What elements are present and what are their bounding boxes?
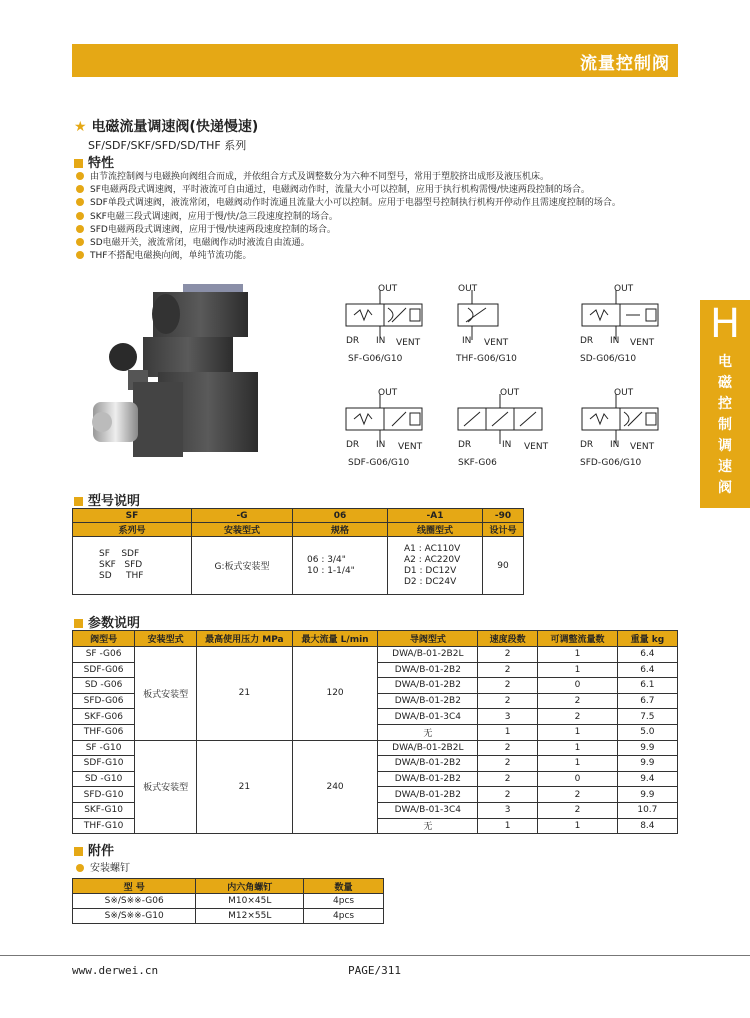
params-cell: SDF-G10 — [73, 756, 135, 772]
params-header: 安装型式 — [135, 631, 197, 647]
symbol-port-label: VENT — [484, 338, 509, 348]
dot-icon — [76, 185, 84, 193]
feature-item: SF电磁两段式调速阀，平时液流可自由通过，电磁阀动作时，流量大小可以控制，应用于执行机构需慢/快速两段控制的场合。 — [76, 184, 696, 197]
params-cell: SDF-G06 — [73, 662, 135, 678]
dot-icon — [76, 225, 84, 233]
side-tab-text: 电磁控制调速阀 — [718, 354, 732, 496]
photo-knob — [109, 343, 137, 371]
params-cell: DWA/B-01-2B2 — [378, 787, 478, 803]
table-row — [73, 740, 678, 756]
dot-icon — [76, 198, 84, 206]
product-title: 电磁流量调速阀(快递慢速) — [91, 119, 259, 135]
feature-item: THF不搭配电磁换向阀，单纯节流功能。 — [76, 250, 696, 263]
params-cell: SD -G06 — [73, 678, 135, 694]
symbol-port-label: DR — [580, 440, 594, 450]
symbol-port-label: IN — [462, 336, 472, 346]
params-header: 最高使用压力 MPa — [197, 631, 293, 647]
symbol-out-label: OUT — [378, 388, 398, 398]
params-cell: DWA/B-01-2B2 — [378, 771, 478, 787]
photo-valve-body — [143, 337, 233, 377]
params-cell: 2 — [478, 693, 538, 709]
symbol-port-label: VENT — [398, 442, 423, 452]
params-table — [72, 630, 678, 834]
params-cell: 7.5 — [617, 709, 677, 725]
side-tab — [700, 300, 750, 508]
series-cell: SF SDF SKF SFD SD THF — [73, 537, 192, 595]
params-cell: 5.0 — [617, 724, 677, 740]
params-cell: 240 — [292, 740, 378, 834]
square-bullet-icon — [74, 497, 83, 506]
photo-plug — [152, 294, 180, 334]
symbol-caption: SF-G06/G10 — [348, 354, 403, 364]
valve-photo — [88, 282, 268, 472]
model-code: -A1 — [388, 509, 483, 523]
params-cell: 2 — [478, 787, 538, 803]
footer-url[interactable]: www.derwei.cn — [72, 964, 159, 977]
params-cell: 10.7 — [617, 802, 677, 818]
params-cell: 2 — [538, 802, 618, 818]
symbol-port-label: DR — [458, 440, 472, 450]
params-header: 重量 kg — [617, 631, 677, 647]
params-cell: SF -G06 — [73, 647, 135, 663]
params-cell: DWA/B-01-2B2L — [378, 647, 478, 663]
photo-adjuster-cap — [92, 412, 112, 432]
accessory-cell: S※/S※※-G10 — [73, 909, 196, 924]
params-cell: 9.9 — [617, 756, 677, 772]
square-bullet-icon — [74, 619, 83, 628]
params-header: 最大流量 L/min — [292, 631, 378, 647]
params-cell: 1 — [538, 740, 618, 756]
symbol-caption: SDF-G06/G10 — [348, 458, 410, 468]
symbol-caption: SFD-G06/G10 — [580, 458, 642, 468]
symbol-port-label: IN — [376, 440, 386, 450]
symbol-caption: SD-G06/G10 — [580, 354, 637, 364]
model-label: 设计号 — [483, 523, 524, 537]
table-row — [73, 909, 384, 924]
params-cell: DWA/B-01-2B2 — [378, 678, 478, 694]
params-cell: 1 — [538, 647, 618, 663]
symbol-out-label: OUT — [614, 388, 634, 398]
header-title: 流量控制阀 — [580, 54, 670, 74]
params-cell: 9.9 — [617, 740, 677, 756]
params-header: 导阀型式 — [378, 631, 478, 647]
params-cell: 8.4 — [617, 818, 677, 834]
star-icon: ★ — [74, 119, 87, 135]
accessory-sub-row — [76, 862, 130, 875]
params-cell: DWA/B-01-3C4 — [378, 709, 478, 725]
model-heading-row — [74, 490, 140, 509]
accessory-cell: M10×45L — [196, 894, 304, 909]
params-header: 可调整流量数 — [538, 631, 618, 647]
params-cell: 2 — [538, 693, 618, 709]
params-cell: DWA/B-01-3C4 — [378, 802, 478, 818]
symbol-grid — [340, 284, 680, 474]
dot-icon — [76, 172, 84, 180]
params-cell: SFD-G10 — [73, 787, 135, 803]
accessory-cell: 4pcs — [304, 909, 384, 924]
symbol-port-label: IN — [502, 440, 512, 450]
model-code: SF — [73, 509, 192, 523]
params-cell: 6.4 — [617, 647, 677, 663]
params-cell: 2 — [478, 771, 538, 787]
symbol-port-label: VENT — [630, 338, 655, 348]
model-code: -90 — [483, 509, 524, 523]
params-cell: 2 — [538, 709, 618, 725]
params-cell: 3 — [478, 802, 538, 818]
symbol-out-label: OUT — [378, 284, 398, 294]
mount-cell: G:板式安装型 — [192, 537, 293, 595]
model-code: 06 — [293, 509, 388, 523]
params-cell: THF-G06 — [73, 724, 135, 740]
params-cell: 0 — [538, 678, 618, 694]
header-bar — [72, 44, 678, 77]
symbol-port-label: DR — [346, 336, 360, 346]
dot-icon — [76, 238, 84, 246]
params-cell: 21 — [197, 647, 293, 741]
params-cell: DWA/B-01-2B2 — [378, 756, 478, 772]
accessory-cell: 4pcs — [304, 894, 384, 909]
symbol-out-label: OUT — [500, 388, 520, 398]
square-bullet-icon — [74, 159, 83, 168]
symbol-port-label: DR — [346, 440, 360, 450]
params-cell: 无 — [378, 818, 478, 834]
params-cell: 1 — [478, 818, 538, 834]
params-cell: 2 — [478, 647, 538, 663]
symbol-out-label: OUT — [614, 284, 634, 294]
symbol-caption: SKF-G06 — [458, 458, 497, 468]
symbol-port-label: VENT — [396, 338, 421, 348]
accessory-cell: S※/S※※-G06 — [73, 894, 196, 909]
dot-icon — [76, 212, 84, 220]
accessory-heading-row — [74, 840, 114, 859]
product-series: SF/SDF/SKF/SFD/SD/THF 系列 — [88, 139, 247, 152]
params-cell: 0 — [538, 771, 618, 787]
params-cell: SF -G10 — [73, 740, 135, 756]
params-cell: 21 — [197, 740, 293, 834]
params-cell: 2 — [478, 662, 538, 678]
footer-divider — [0, 955, 750, 956]
table-row — [73, 647, 678, 663]
params-cell: 1 — [478, 724, 538, 740]
feature-item: SD电磁开关，液流常闭，电磁阀作动时液流自由流通。 — [76, 237, 696, 250]
params-cell: SKF-G06 — [73, 709, 135, 725]
params-cell: SD -G10 — [73, 771, 135, 787]
params-cell: 3 — [478, 709, 538, 725]
params-heading-row — [74, 612, 140, 631]
side-tab-letter: H — [709, 301, 741, 347]
params-cell: DWA/B-01-2B2 — [378, 662, 478, 678]
params-cell: 板式安装型 — [135, 647, 197, 741]
params-cell: 2 — [478, 740, 538, 756]
params-cell: 1 — [538, 724, 618, 740]
features-list — [76, 171, 696, 263]
model-label: 系列号 — [73, 523, 192, 537]
params-cell: 板式安装型 — [135, 740, 197, 834]
symbol-out-label: OUT — [458, 284, 478, 294]
coil-cell: A1 : AC110V A2 : AC220V D1 : DC12V D2 : DC24V — [388, 537, 483, 595]
params-cell: 6.4 — [617, 662, 677, 678]
model-label: 线圈型式 — [388, 523, 483, 537]
symbol-port-label: DR — [580, 336, 594, 346]
photo-block — [133, 382, 183, 457]
feature-item: SDF单段式调速阀，液流常闭，电磁阀动作时流通且流量大小可以控制。应用于电器型号控制执行机构开停动作且需速度控制的场合。 — [76, 197, 696, 210]
params-header: 速度段数 — [478, 631, 538, 647]
params-cell: DWA/B-01-2B2L — [378, 740, 478, 756]
features-heading: 特性 — [88, 156, 115, 171]
symbol-port-label: IN — [610, 440, 620, 450]
params-cell: 9.9 — [617, 787, 677, 803]
params-cell: 2 — [478, 678, 538, 694]
model-label: 安装型式 — [192, 523, 293, 537]
params-cell: SKF-G10 — [73, 802, 135, 818]
accessory-header: 数量 — [304, 879, 384, 894]
feature-item: 由节流控制阀与电磁换向阀组合而成，并依组合方式及调整数分为六种不同型号，常用于塑胶挤出成形及液压机床。 — [76, 171, 696, 184]
model-table — [72, 508, 524, 595]
feature-item: SKF电磁三段式调速阀，应用于慢/快/急三段速度控制的场合。 — [76, 211, 696, 224]
design-cell: 90 — [483, 537, 524, 595]
params-cell: 1 — [538, 662, 618, 678]
accessory-header: 内六角螺钉 — [196, 879, 304, 894]
size-cell: 06 : 3/4" 10 : 1-1/4" — [293, 537, 388, 595]
params-header: 阀型号 — [73, 631, 135, 647]
table-row — [73, 894, 384, 909]
symbol-port-label: VENT — [524, 442, 549, 452]
params-cell: 无 — [378, 724, 478, 740]
params-cell: 1 — [538, 818, 618, 834]
params-cell: 1 — [538, 756, 618, 772]
product-title-row — [74, 116, 258, 136]
accessory-table — [72, 878, 384, 924]
symbol-caption: THF-G06/G10 — [456, 354, 517, 364]
features-heading-row — [74, 152, 114, 171]
accessory-cell: M12×55L — [196, 909, 304, 924]
params-cell: 2 — [478, 756, 538, 772]
params-cell: 6.7 — [617, 693, 677, 709]
dot-icon — [76, 251, 84, 259]
params-cell: 2 — [538, 787, 618, 803]
symbol-port-label: IN — [610, 336, 620, 346]
accessory-heading: 附件 — [88, 844, 115, 859]
symbol-port-label: IN — [376, 336, 386, 346]
accessory-header: 型 号 — [73, 879, 196, 894]
params-body — [73, 647, 678, 834]
feature-item: SFD电磁两段式调速阀，应用于慢/快速两段速度控制的场合。 — [76, 224, 696, 237]
square-bullet-icon — [74, 847, 83, 856]
model-label: 规格 — [293, 523, 388, 537]
params-cell: SFD-G06 — [73, 693, 135, 709]
params-cell: 6.1 — [617, 678, 677, 694]
model-code: -G — [192, 509, 293, 523]
footer-page: PAGE/311 — [348, 964, 401, 977]
params-cell: DWA/B-01-2B2 — [378, 693, 478, 709]
symbol-port-label: VENT — [630, 442, 655, 452]
params-cell: THF-G10 — [73, 818, 135, 834]
dot-icon — [76, 864, 84, 872]
params-cell: 120 — [292, 647, 378, 741]
model-heading: 型号说明 — [88, 494, 141, 509]
accessory-sub: 安装螺钉 — [90, 863, 130, 874]
params-cell: 9.4 — [617, 771, 677, 787]
params-heading: 参数说明 — [88, 616, 141, 631]
